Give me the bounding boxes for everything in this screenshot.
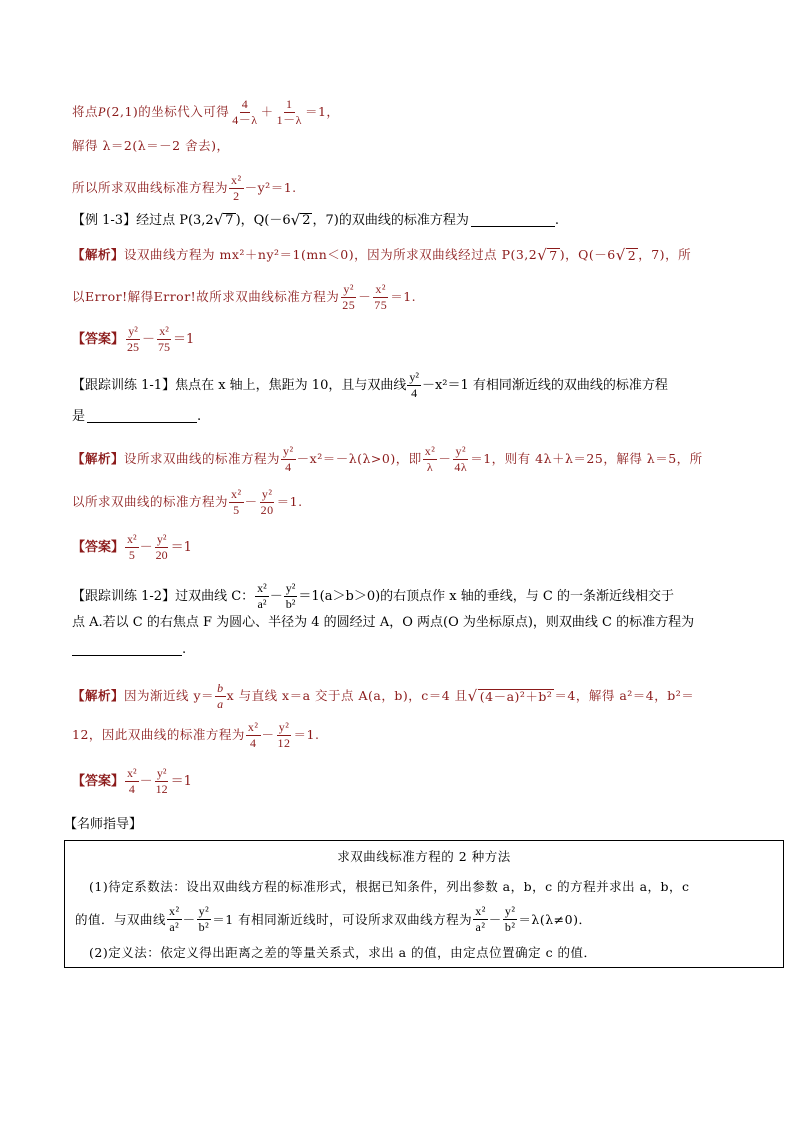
training-1-2-line-2 <box>72 616 724 629</box>
text: ＝λ(λ≠0)． <box>518 912 592 928</box>
fraction: $\frac{\text{x²}}{4}$ <box>127 766 137 796</box>
solution-line-1 <box>72 98 724 126</box>
fraction: $\frac{\text{x²}}{\text{a²}}$ <box>169 904 180 934</box>
example-tag: 【例 1-3】 <box>72 213 137 229</box>
solution-line-2 <box>72 140 724 153</box>
box-paragraph-1 <box>89 877 773 895</box>
box-paragraph-3 <box>89 943 773 961</box>
fraction: $\frac{\text{y²}}{4\lambda}$ <box>454 444 468 474</box>
answer-blank <box>72 643 182 656</box>
fraction: $\frac{\text{y²}}{25}$ <box>342 282 356 312</box>
text: 以Error!解得Error!故所求双曲线标准方程为 <box>72 288 340 304</box>
text: 设双曲线方程为 mx²＋ny²＝1(mn＜0)，因为所求双曲线经过点 P(3,2 <box>124 247 538 263</box>
sqrt: √ 2 <box>615 246 637 264</box>
solution-tag: 【解析】 <box>72 450 125 466</box>
text: 的值．与双曲线 <box>75 912 167 928</box>
answer-tag: 【答案】 <box>72 331 125 347</box>
text: )，Q(－6 <box>235 213 291 229</box>
text: ＝1 <box>173 331 195 347</box>
fraction: $\frac{\text{x²}}{5}$ <box>231 487 242 517</box>
training-tag: 【跟踪训练 1-2】 <box>72 588 176 604</box>
text: ＝1(a＞b＞0)的右顶点作 x 轴的垂线，与 C 的一条渐近线相交于 <box>298 588 674 604</box>
text: (1)待定系数法：设出双曲线方程的标准形式，根据已知条件，列出参数 a，b，c 的方程并求出 a，b，c <box>89 879 690 894</box>
sqrt: √ 2 <box>290 211 311 230</box>
answer-1-2: 【答案】 $\frac{\text{x²}}{4}$ － $\frac{\text{y²}}{12}$ ＝1 <box>72 766 192 796</box>
fraction: $\frac{\text{x²}}{75}$ <box>374 282 388 312</box>
fraction: $\frac{\text{x²}}{5}$ <box>127 532 137 562</box>
solution-1-3-line-2: 以Error!解得Error!故所求双曲线标准方程为 $\frac{\text{y²}}{25}$ － $\frac{\text{x²}}{75}$ ＝1. <box>72 282 417 312</box>
text: ，7)的双曲线的标准方程为 <box>312 213 469 229</box>
fraction: $\frac{\text{x²}}{75}$ <box>158 324 171 354</box>
fraction: $\frac{b}{a}$ <box>217 681 224 711</box>
text: 解得 λ＝2(λ＝－2 舍去)， <box>72 138 230 153</box>
text: x 与直线 x＝a 交于点 A(a，b)，c＝4 且 <box>226 687 468 703</box>
fraction: $\frac{\text{y²}}{25}$ <box>127 324 140 354</box>
box-paragraph-2: 的值．与双曲线 $\frac{\text{x²}}{\text{a²}}$ － $\frac{\text{y²}}{\text{b²}}$ ＝1 有相同渐近线时，可设所求双曲线方程为 $\frac{\text{x²}}{\text{a²}}$ － $\frac{\text{y²}}{\text{b²}}$ ＝λ(λ≠0)． <box>75 904 592 934</box>
training-1-1-line-1 <box>72 371 724 399</box>
fraction: $\frac{\text{x²}}{\text{a²}}$ <box>257 581 267 611</box>
text: ＝1. <box>276 493 303 509</box>
solution-1-2-line-2: 12，因此双曲线的标准方程为 $\frac{\text{x²}}{4}$ － $\frac{\text{y²}}{12}$ ＝1. <box>72 720 320 750</box>
example-1-3 <box>72 213 724 228</box>
text: ＝1. <box>293 726 320 742</box>
solution-tag: 【解析】 <box>72 247 125 263</box>
answer-tag: 【答案】 <box>72 773 125 789</box>
text: ＝1 <box>170 773 192 789</box>
fraction: $\frac{\text{y²}}{20}$ <box>260 487 274 517</box>
text: 设所求双曲线的标准方程为 <box>124 450 281 466</box>
text: 过双曲线 C： <box>175 588 255 604</box>
fraction: $\frac{\text{x²}}{4}$ <box>247 720 259 750</box>
solution-1-1-line-2: 以所求双曲线的标准方程为 $\frac{\text{x²}}{5}$ － $\frac{\text{y²}}{20}$ ＝1. <box>72 487 303 517</box>
text: 因为渐近线 y＝ <box>124 687 215 703</box>
text: 12，因此双曲线的标准方程为 <box>72 726 245 742</box>
text: 经过点 P(3,2 <box>136 213 214 229</box>
answer-blank <box>87 410 197 423</box>
box-title: 求双曲线标准方程的 2 种方法 <box>337 849 511 864</box>
text: ＋ <box>260 103 274 119</box>
training-tag: 【跟踪训练 1-1】 <box>72 377 176 393</box>
text: ，7)，所 <box>638 247 692 263</box>
text: 所以所求双曲线标准方程为 <box>72 179 229 195</box>
fraction: $\frac{\text{y²}}{\text{b²}}$ <box>504 904 516 934</box>
text: ＝1，则有 4λ＋λ＝25，解得 λ＝5，所 <box>470 450 703 466</box>
solution-1-3-line-1 <box>72 248 724 263</box>
fraction: $\frac{4}{4-\lambda}$ <box>232 97 258 127</box>
text: (2)定义法：依定义得出距离之差的等量关系式，求出 a 的值，由定点位置确定 c 的值． <box>89 945 597 960</box>
training-1-1-line-2: 是 . <box>72 409 202 424</box>
text: －x²＝－λ(λ>0)，即 <box>296 450 422 466</box>
text: )，Q(－6 <box>559 247 616 263</box>
text: 以所求双曲线的标准方程为 <box>72 493 229 509</box>
training-1-2-line-3: . <box>72 643 724 656</box>
answer-tag: 【答案】 <box>72 539 125 555</box>
fraction: $\frac{\text{y²}}{4}$ <box>283 444 294 474</box>
fraction: $\frac{\text{y²}}{\text{b²}}$ <box>285 581 296 611</box>
solution-1-2-line-1 <box>72 682 724 710</box>
text: ＝1 <box>170 539 192 555</box>
sqrt: √ (4－a)²＋b² <box>467 686 553 705</box>
section-tag: 【名师指导】 <box>64 817 143 832</box>
fraction: $\frac{\text{y²}}{\text{b²}}$ <box>198 904 210 934</box>
text: 焦点在 x 轴上，焦距为 10，且与双曲线 <box>175 377 407 393</box>
text: ＝1， <box>304 103 340 119</box>
solution-1-1-line-1: 【解析】 设所求双曲线的标准方程为 $\frac{\text{y²}}{4}$ －x²＝－λ(λ>0)，即 $\frac{\text{x²}}{\lambda}$ － $\frac{\text{y²}}{4\lambda}$ ＝1，则有 4λ＋λ＝25，解得 λ＝5，所 <box>72 444 703 474</box>
answer-1-3: 【答案】 $\frac{\text{y²}}{25}$ － $\frac{\text{x²}}{75}$ ＝1 <box>72 324 195 354</box>
text: －x²＝1 有相同渐近线的双曲线的标准方程 <box>421 377 668 393</box>
text: P <box>98 104 107 119</box>
solution-tag: 【解析】 <box>72 687 125 703</box>
sqrt: √ 7 <box>213 211 234 230</box>
fraction: $\frac{\text{x²}}{\text{a²}}$ <box>475 904 486 934</box>
text: －y²＝1. <box>244 179 297 195</box>
teacher-guide-heading <box>64 818 724 831</box>
answer-blank <box>471 214 555 227</box>
text: (2,1)的坐标代入可得 <box>106 103 230 119</box>
training-1-2-line-1: 【跟踪训练 1-2】 过双曲线 C： $\frac{\text{x²}}{\text{a²}}$ － $\frac{\text{y²}}{\text{b²}}$ ＝1(a＞b＞0)的右顶点作 x 轴的垂线，与 C 的一条渐近线相交于 <box>72 581 674 611</box>
sqrt: √ 7 <box>537 246 558 264</box>
text: 是 <box>72 409 86 424</box>
fraction: $\frac{\text{y²}}{4}$ <box>409 370 419 400</box>
fraction: $\frac{\text{x²}}{2}$ <box>231 173 242 203</box>
text: 将点 <box>72 103 99 119</box>
text: 点 A.若以 C 的右焦点 F 为圆心、半径为 4 的圆经过 A，O 两点(O 为坐标原点)，则双曲线 C 的标准方程为 <box>72 615 695 630</box>
answer-1-1: 【答案】 $\frac{\text{x²}}{5}$ － $\frac{\text{y²}}{20}$ ＝1 <box>72 532 192 562</box>
text: ＝1. <box>390 288 417 304</box>
text: . <box>554 213 559 229</box>
fraction: $\frac{1}{1-\lambda}$ <box>276 97 302 127</box>
text: ＝1 有相同渐近线时，可设所求双曲线方程为 <box>212 912 473 928</box>
fraction: $\frac{\text{y²}}{20}$ <box>155 532 168 562</box>
fraction: $\frac{\text{y²}}{12}$ <box>155 766 168 796</box>
solution-line-3 <box>72 174 724 202</box>
fraction: $\frac{\text{y²}}{12}$ <box>277 720 291 750</box>
fraction: $\frac{\text{x²}}{\lambda}$ <box>424 444 436 474</box>
text: ＝4，解得 a²＝4，b²＝ <box>554 687 695 703</box>
method-box <box>64 840 784 968</box>
